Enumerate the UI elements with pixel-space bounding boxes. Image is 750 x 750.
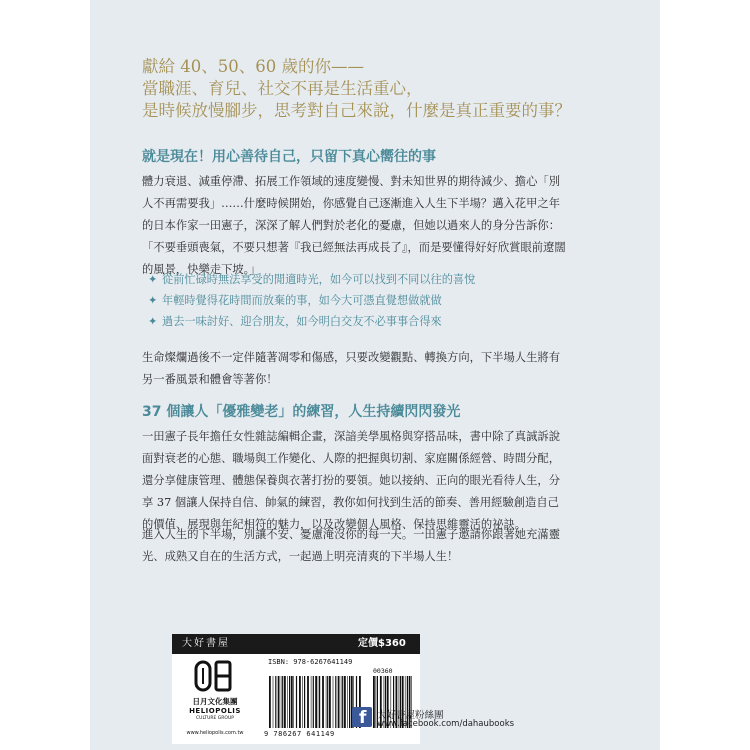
intro-line: 獻給 40、50、60 歲的你—— [142, 57, 364, 76]
section1-paragraph [142, 171, 614, 281]
paragraph-line: 一田憲子長年擔任女性雜誌編輯企畫，深諳美學風格與穿搭品味，書中除了真誠訴說 [142, 430, 560, 443]
bullet-text: 年輕時覺得花時間而放棄的事，如今大可憑直覺想做就做 [162, 294, 442, 307]
back-cover [90, 0, 660, 750]
bullet-list [148, 269, 608, 332]
heliopolis-logo-icon [194, 658, 234, 694]
store-name: 大好書屋 [182, 638, 230, 649]
paragraph-line: 的日本作家一田憲子，深深了解人們對於老化的憂慮，但她以過來人的身分告訴你： [142, 219, 560, 232]
logo-subtitle: CULTURE GROUP [196, 716, 234, 721]
paragraph-line: 享 37 個讓人保持自信、帥氣的練習，教你如何找到生活的節奏、善用經驗創造自己 [142, 496, 559, 509]
sparkle-bullet-icon: ✦ [148, 273, 158, 286]
paragraph-line: 體力衰退、減重停滯、拓展工作領域的速度變慢、對未知世界的期待減少、擔心「別 [142, 175, 560, 188]
paragraph-line: 生命燦爛過後不一定伴隨著凋零和傷感，只要改變觀點、轉換方向，下半場人生將有 [142, 351, 560, 364]
isbn-label: ISBN: 978-6267641149 [268, 658, 353, 666]
publisher-logo [176, 656, 256, 742]
section2-heading: 37 個讓人「優雅變老」的練習，人生持續閃閃發光 [142, 404, 461, 420]
logo-english-name: HELIOPOLIS [189, 707, 241, 715]
bullet-item [148, 290, 608, 311]
section1-closing [142, 347, 614, 391]
bullet-text: 從前忙碌時無法享受的閒適時光，如今可以找到不同以往的喜悅 [162, 273, 476, 286]
paragraph-line: 的風景，快樂走下坡。」 [142, 263, 261, 276]
intro-dedication [142, 56, 622, 122]
section2-paragraph [142, 426, 614, 536]
logo-url: www.heliopolis.com.tw [186, 730, 244, 736]
store-bar [172, 634, 420, 654]
intro-line: 當職涯、育兒、社交不再是生活重心， [142, 79, 423, 98]
facebook-page-name: 大好書屋粉絲團 [377, 710, 444, 721]
isbn-barcode [268, 676, 364, 728]
paragraph-line: 光、成熟又自在的生活方式，一起過上明亮清爽的下半場人生！ [142, 550, 459, 563]
facebook-icon: f [352, 707, 372, 727]
paragraph-line: 面對衰老的心態、職場與工作變化、人際的把握與切割、家庭關係經營、時間分配， [142, 452, 560, 465]
paragraph-line: 另一番風景和體會等著你！ [142, 373, 278, 386]
isbn-digits: 9 786267 641149 [264, 730, 335, 738]
paragraph-line: 「不要垂頭喪氣，不要只想著『我已經無法再成長了』，而是要懂得好好欣賞眼前遼闊 [142, 241, 566, 254]
section2-closing [142, 524, 614, 568]
bullet-text: 過去一味討好、迎合朋友，如今明白交友不必事事合得來 [162, 315, 442, 328]
section1-heading: 就是現在！用心善待自己，只留下真心嚮往的事 [142, 149, 436, 165]
paragraph-line: 的價值、展現與年紀相符的魅力，以及改變個人風格、保持思維靈活的祕訣。 [142, 518, 527, 531]
paragraph-line: 人不再需要我」……什麼時候開始，你感覺自己逐漸進入人生下半場？邁入花甲之年 [142, 197, 560, 210]
logo-chinese-name: 日月文化集團 [192, 697, 238, 706]
sparkle-bullet-icon: ✦ [148, 294, 158, 307]
price-code: 00360 [373, 667, 393, 675]
paragraph-line: 還分享健康管理、體態保養與衣著打扮的要領。她以接納、正向的眼光看待人生，分 [142, 474, 560, 487]
price-label: 定價$360 [358, 638, 406, 649]
bullet-item [148, 269, 608, 290]
sparkle-bullet-icon: ✦ [148, 315, 158, 328]
facebook-url: www.facebook.com/dahaubooks [377, 719, 515, 729]
bullet-item [148, 311, 608, 332]
intro-line: 是時候放慢腳步，思考對自己來說，什麼是真正重要的事？ [142, 101, 571, 120]
paragraph-line: 進入人生的下半場，別讓不安、憂慮淹沒你的每一天。一田憲子邀請你跟著她充滿靈 [142, 528, 560, 541]
